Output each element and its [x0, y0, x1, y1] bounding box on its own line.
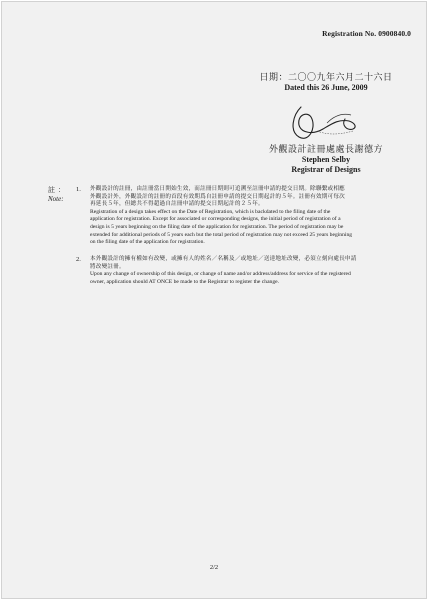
note-english-line: extended for additional periods of 5 years each but the total period of registration may not exceed 25 years beginning [90, 231, 353, 238]
note-body [90, 186, 402, 247]
registrar-name: Stephen Selby [301, 155, 351, 164]
note-label-english: Note: [48, 194, 64, 203]
note-chinese-line: 外觀設計的註冊，由註冊當日開始生效，而註冊日期則可追溯至註冊申請的提交日期。除聯繫或相應 [90, 186, 345, 192]
note-english-line: application for registration. Except for associated or corresponding designs, the initial period of registration of a [90, 216, 341, 223]
registrar-title: Registrar of Designs [291, 165, 361, 174]
note-chinese-line: 本外觀設計的擁有權如有改變，或擁有人的姓名／名稱及／或地址／送達地址改變，必須立刻向處長申請 [90, 256, 357, 262]
page-number: 2/2 [209, 564, 219, 571]
date-english: Dated this 26 June, 2009 [284, 83, 368, 92]
document-page [1, 1, 427, 599]
note-english-line: owner, application should AT ONCE be made to the Registrar to register the change. [90, 278, 280, 285]
note-english-line: Upon any change of ownership of this design, or change of name and/or address/address for service of the registered [90, 271, 351, 278]
note-label-chinese: 註： [48, 186, 68, 194]
note-english-line: on the filing date of the application for registration. [90, 239, 205, 246]
note-chinese-line: 將改變註冊。 [90, 263, 125, 270]
note-number: 1. [76, 186, 81, 193]
note-english-line: Registration of a design takes effect on the Date of Registration, which is backdated to the filing date of the [90, 208, 331, 215]
note-number: 2. [76, 256, 81, 263]
note-chinese-line: 外觀設計外，外觀設計的註冊的首段有效期爲自註冊申請的提交日期起計的５年。註冊有效期可每次 [90, 193, 345, 200]
registration-number: Registration No. 0900840.0 [322, 29, 411, 38]
date-chinese: 日期：二〇〇九年六月二十六日 [259, 72, 393, 82]
date-block [241, 71, 411, 93]
note-body [90, 256, 402, 286]
registrar-signature [283, 101, 363, 145]
note-english-line: design is 5 years beginning on the filing date of the application for registration. The period of registration may be [90, 223, 344, 230]
registrar-block [241, 143, 411, 175]
note-chinese-line: 再延長５年，但總共不得超過自註冊申請的提交日期起計的２５年。 [90, 201, 264, 208]
registrar-chinese-title: 外觀設計註冊處處長謝德方 [268, 144, 383, 154]
note-label [48, 186, 68, 203]
